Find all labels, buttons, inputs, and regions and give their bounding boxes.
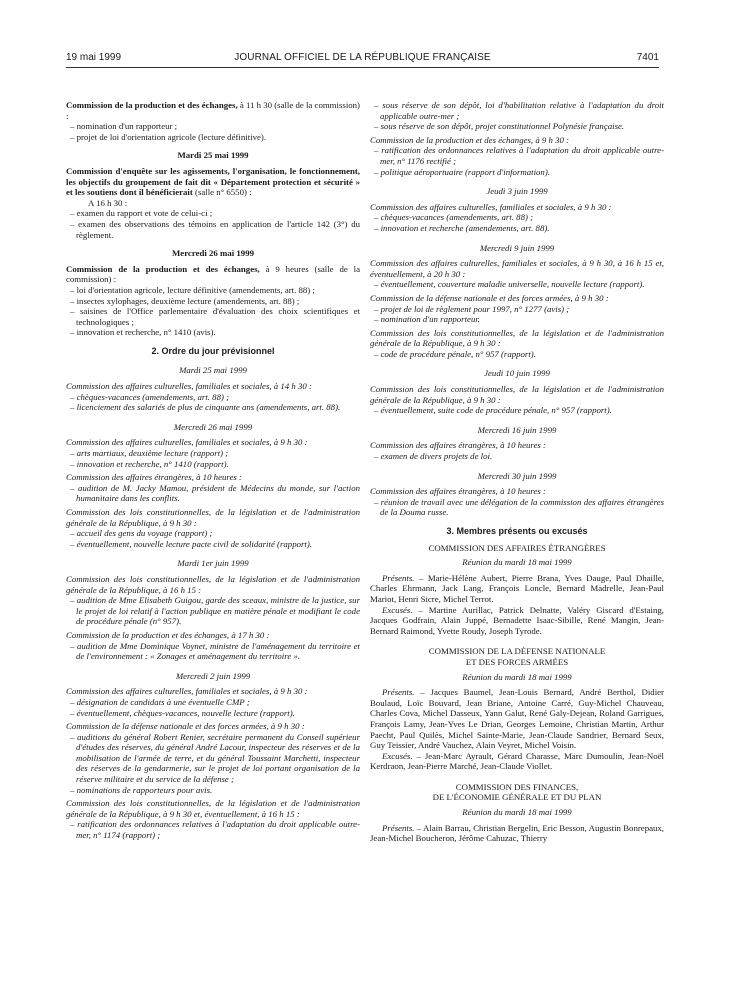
agenda-item: – sous réserve de son dépôt, projet constitutionnel Polynésie française. (374, 121, 625, 132)
agenda-item: – audition de Mme Elisabeth Guigou, garde des sceaux, ministre de la justice, sur le projet de loi relatif à l'action publique en matière pénale et modifiant le code de procédure pénale (n° 957). (70, 595, 360, 627)
meeting-date: Réunion du mardi 18 mai 1999 (462, 807, 572, 818)
commission-entry: Commission des affaires culturelles, familiales et sociales, à 9 h 30, à 16 h 15 et, éventuellement, à 20 h 30 : (370, 258, 664, 279)
meeting-date: Réunion du mardi 18 mai 1999 (462, 557, 572, 568)
day-heading: Mercredi 26 mai 1999 (171, 248, 254, 259)
agenda-list (66, 285, 360, 338)
day-heading: Jeudi 10 juin 1999 (484, 368, 550, 379)
agenda-item: – désignation de candidats à une éventuelle CMP ; (70, 696, 250, 707)
commission-entry: Commission des affaires culturelles, familiales et sociales, à 9 h 30 : (66, 437, 308, 448)
commission-time: à 11 h 30 (salle de la commission) : (66, 100, 360, 121)
agenda-item: – accueil des gens du voyage (rapport) ; (70, 528, 213, 539)
agenda-list (66, 392, 360, 413)
agenda-list (66, 528, 360, 549)
commission-entry: Commission des lois constitutionnelles, de la législation et de l'administration générale de la République, à 9 h 30 : (370, 327, 664, 349)
agenda-item: – réunion de travail avec une délégation de la commission des affaires étrangères de la Douma russe. (374, 496, 664, 518)
agenda-item: – sous réserve de son dépôt, loi d'habilitation relative à l'adaptation du droit applicable outre-mer ; (374, 100, 664, 121)
agenda-list (370, 100, 664, 132)
commission-time: à 9 heures (salle de la commission) : (66, 263, 360, 285)
agenda-item: – licenciement des salariés de plus de cinquante ans (amendements, art. 88). (70, 402, 341, 413)
header-date: 19 mai 1999 (66, 52, 122, 63)
header-rule (66, 67, 659, 68)
commission-entry: Commission des affaires culturelles, familiales et sociales, à 14 h 30 : (66, 381, 312, 392)
agenda-item: – examen du rapport et vote de celui-ci ; (70, 208, 213, 219)
agenda-item: – ratification des ordonnances relatives à l'adaptation du droit applicable outre-mer, n° 1174 (rapport) ; (70, 819, 360, 841)
header-page-number: 7401 (636, 52, 659, 63)
commission-name: Commission d'enquête sur les agissements, l'organisation, le fonctionnement, les objectifs du groupement de fait dit « Département protection et sécurité » et les soutiens dont il bénéficierait (66, 165, 360, 198)
day-heading: Mercredi 9 juin 1999 (479, 242, 555, 253)
agenda-item: – auditions du général Robert Renier, secrétaire permanent du Conseil supérieur d'études des réserves, du général André Lacour, inspecteur des réserves et de la mobilisation de l'armée de terre, et du général Toussaint Marchetti, inspecteur des réserves de la gendarmerie, sur le projet de loi portant organisation de la réserve militaire et du service de la défense ; (70, 731, 360, 785)
commission-entry: Commission des affaires étrangères, à 10 heures : (66, 472, 242, 483)
agenda-list (370, 349, 664, 360)
commission-entry (66, 166, 360, 198)
commission-room: (salle n° 6550) : (192, 187, 252, 198)
commission-entry: Commission de la défense nationale et des forces armées, à 9 h 30 : (370, 292, 609, 303)
commission-entry (66, 100, 360, 121)
commission-entry: Commission de la défense nationale et des forces armées, à 9 h 30 : (66, 721, 305, 732)
agenda-item: – examen de divers projets de loi. (374, 451, 493, 462)
agenda-item: – nomination d'un rapporteur. (374, 314, 480, 325)
day-heading: Mercredi 16 juin 1999 (477, 424, 557, 435)
meeting-date: Réunion du mardi 18 mai 1999 (462, 671, 572, 682)
agenda-item: – nomination d'un rapporteur ; (70, 121, 178, 132)
agenda-list (66, 448, 360, 469)
agenda-item: – projet de loi de règlement pour 1997, n° 1277 (avis) ; (374, 303, 570, 314)
present-members: Présents. – Marie-Hélène Aubert, Pierre Brana, Yves Dauge, Paul Dhaille, Charles Ehrmann, Jack Lang, François Loncle, Bernard Madrelle, Jean-Paul Mariot, Henri Sicre, Michel Terrot. (370, 572, 664, 604)
commission-entry: Commission des lois constitutionnelles, de la législation et de l'administration générale de la République, à 9 h 30 : (370, 384, 664, 405)
commission-entry: Commission des affaires culturelles, familiales et sociales, à 9 h 30 : (66, 686, 308, 697)
agenda-list (370, 212, 664, 233)
day-heading: Mardi 25 mai 1999 (177, 150, 249, 161)
agenda-list (370, 145, 664, 177)
agenda-item: – saisines de l'Office parlementaire d'évaluation des choix scientifiques et technologiques ; (70, 306, 360, 327)
left-column (66, 100, 360, 841)
day-heading: Jeudi 3 juin 1999 (486, 186, 548, 197)
agenda-item: – politique aéroportuaire (rapport d'information). (374, 166, 550, 177)
day-heading: Mercredi 26 mai 1999 (173, 421, 253, 432)
agenda-item: – loi d'orientation agricole, lecture définitive (amendements, art. 88) ; (70, 284, 315, 295)
commission-title: COMMISSION DES FINANCES, (455, 781, 579, 792)
commission-entry: Commission des affaires étrangères, à 10 heures : (370, 440, 546, 451)
commission-name: Commission de la production et des échanges, (66, 100, 238, 110)
agenda-item: – nominations de rapporteurs pour avis. (70, 784, 213, 795)
agenda-item: – ratification des ordonnances relatives à l'adaptation du droit applicable outre-mer, n° 1176 rectifié ; (374, 145, 664, 166)
agenda-item: – éventuellement, suite code de procédure pénale, n° 957 (rapport). (374, 405, 612, 416)
agenda-list (370, 304, 664, 325)
agenda-item: – éventuellement, nouvelle lecture pacte civil de solidarité (rapport). (70, 538, 312, 549)
commission-entry: Commission des lois constitutionnelles, de la législation et de l'administration générale de la République, à 9 h 30 : (66, 507, 360, 528)
day-heading: Mardi 25 mai 1999 (179, 365, 247, 376)
agenda-list (66, 595, 360, 627)
commission-entry (66, 264, 360, 285)
present-members: Présents. – Jacques Baumel, Jean-Louis Bernard, André Berthol, Didier Boulaud, Loïc Bouvard, Jean Briane, Antoine Carré, Guy-Michel Chauveau, Charles Cova, Michel Dasseux, Yann Galut, René Galy-Dejean, Roland Garrigues, François Lamy, Jean-Yves Le Drian, Georges Lemoine, Christian Martin, Arthur Paecht, Paul Quilès, Michel Sainte-Marie, Jean-Claude Sandrier, Bernard Seux, Guy Teissier, André Vauchez, Alain Veyret, Michel Voisin. (370, 687, 664, 751)
agenda-item: – audition de Mme Dominique Voynet, ministre de l'aménagement du territoire et de l'environnement : « Zonages et aménagement du territoire ». (70, 640, 360, 662)
agenda-list (370, 279, 664, 290)
agenda-list (370, 405, 664, 416)
day-heading: Mercredi 2 juin 1999 (175, 670, 251, 681)
agenda-list (66, 208, 360, 240)
agenda-list (66, 697, 360, 718)
agenda-item: – insectes xylophages, deuxième lecture (amendements, art. 88) ; (70, 295, 300, 306)
commission-name: Commission de la production et des échanges, (66, 263, 260, 274)
commission-title-line2: DE L'ÉCONOMIE GÉNÉRALE ET DU PLAN (432, 792, 602, 803)
excused-members: Excusés. – Martine Aurillac, Patrick Delnatte, Valéry Giscard d'Estaing, Jacques Godfrain, Alain Juppé, Bernadette Isaac-Sibille, René Mangin, Jean-Bernard Raimond, Yvette Roudy, Joseph Tyrode. (370, 604, 664, 636)
page-header (66, 52, 659, 68)
day-heading: Mardi 1er juin 1999 (177, 558, 249, 569)
agenda-item: – examen des observations des témoins en application de l'article 142 (3°) du règlement. (70, 218, 360, 240)
commission-entry: Commission des lois constitutionnelles, de la législation et de l'administration générale de la République, à 16 h 15 : (66, 573, 360, 595)
agenda-item: – innovation et recherche, n° 1410 (rapport). (70, 458, 229, 469)
agenda-list (66, 732, 360, 796)
section-heading: 2. Ordre du jour prévisionnel (151, 345, 275, 356)
header-title: JOURNAL OFFICIEL DE LA RÉPUBLIQUE FRANÇAISE (234, 52, 491, 63)
agenda-item: – éventuellement, chèques-vacances, nouvelle lecture (rapport). (70, 707, 295, 718)
agenda-item: – chèques-vacances (amendements, art. 88) ; (374, 212, 534, 223)
agenda-list (66, 121, 360, 142)
commission-title-line2: ET DES FORCES ARMÉES (465, 656, 569, 667)
present-members: Présents. – Alain Barrau, Christian Bergelin, Eric Besson, Augustin Bonrepaux, Jean-Michel Boucheron, Jérôme Cahuzac, Thierry (370, 822, 664, 844)
right-column (370, 100, 664, 844)
agenda-item: – innovation et recherche, n° 1410 (avis). (70, 327, 216, 338)
time-label: A 16 h 30 : (88, 197, 128, 208)
agenda-list (66, 483, 360, 504)
agenda-list (370, 497, 664, 518)
agenda-item: – audition de M. Jacky Mamou, président de Médecins du monde, sur l'action humanitaire dans les conflits. (70, 482, 360, 504)
commission-title: COMMISSION DES AFFAIRES ÉTRANGÈRES (428, 542, 606, 553)
agenda-item: – éventuellement, couverture maladie universelle, nouvelle lecture (rapport). (374, 279, 645, 290)
agenda-item: – innovation et recherche (amendements, art. 88). (374, 222, 550, 233)
agenda-item: – code de procédure pénale, n° 957 (rapport). (374, 348, 536, 359)
commission-entry: Commission de la production et des échanges, à 9 h 30 : (370, 134, 570, 145)
agenda-list (370, 451, 664, 462)
commission-entry: Commission des lois constitutionnelles, de la législation et de l'administration générale de la République, à 9 h 30 et, éventuellement, à 16 h 15 : (66, 798, 360, 819)
commission-entry: Commission des affaires étrangères, à 10 heures : (370, 486, 546, 497)
commission-entry: Commission des affaires culturelles, familiales et sociales, à 9 h 30 : (370, 201, 612, 212)
agenda-item: – chèques-vacances (amendements, art. 88) ; (70, 391, 230, 402)
commission-entry: Commission de la production et des échanges, à 17 h 30 : (66, 629, 270, 640)
section-heading: 3. Membres présents ou excusés (446, 526, 588, 536)
agenda-item: – projet de loi d'orientation agricole (lecture définitive). (70, 131, 267, 142)
excused-members: Excusés. – Jean-Marc Ayrault, Gérard Charasse, Marc Dumoulin, Jean-Noël Kerdraon, Jean-Pierre Marché, Jean-Claude Viollet. (370, 750, 664, 772)
agenda-item: – arts martiaux, deuxième lecture (rapport) ; (70, 448, 229, 459)
agenda-list (66, 819, 360, 840)
commission-title: COMMISSION DE LA DÉFENSE NATIONALE (428, 646, 606, 657)
agenda-list (66, 641, 360, 662)
day-heading: Mercredi 30 juin 1999 (477, 470, 557, 481)
